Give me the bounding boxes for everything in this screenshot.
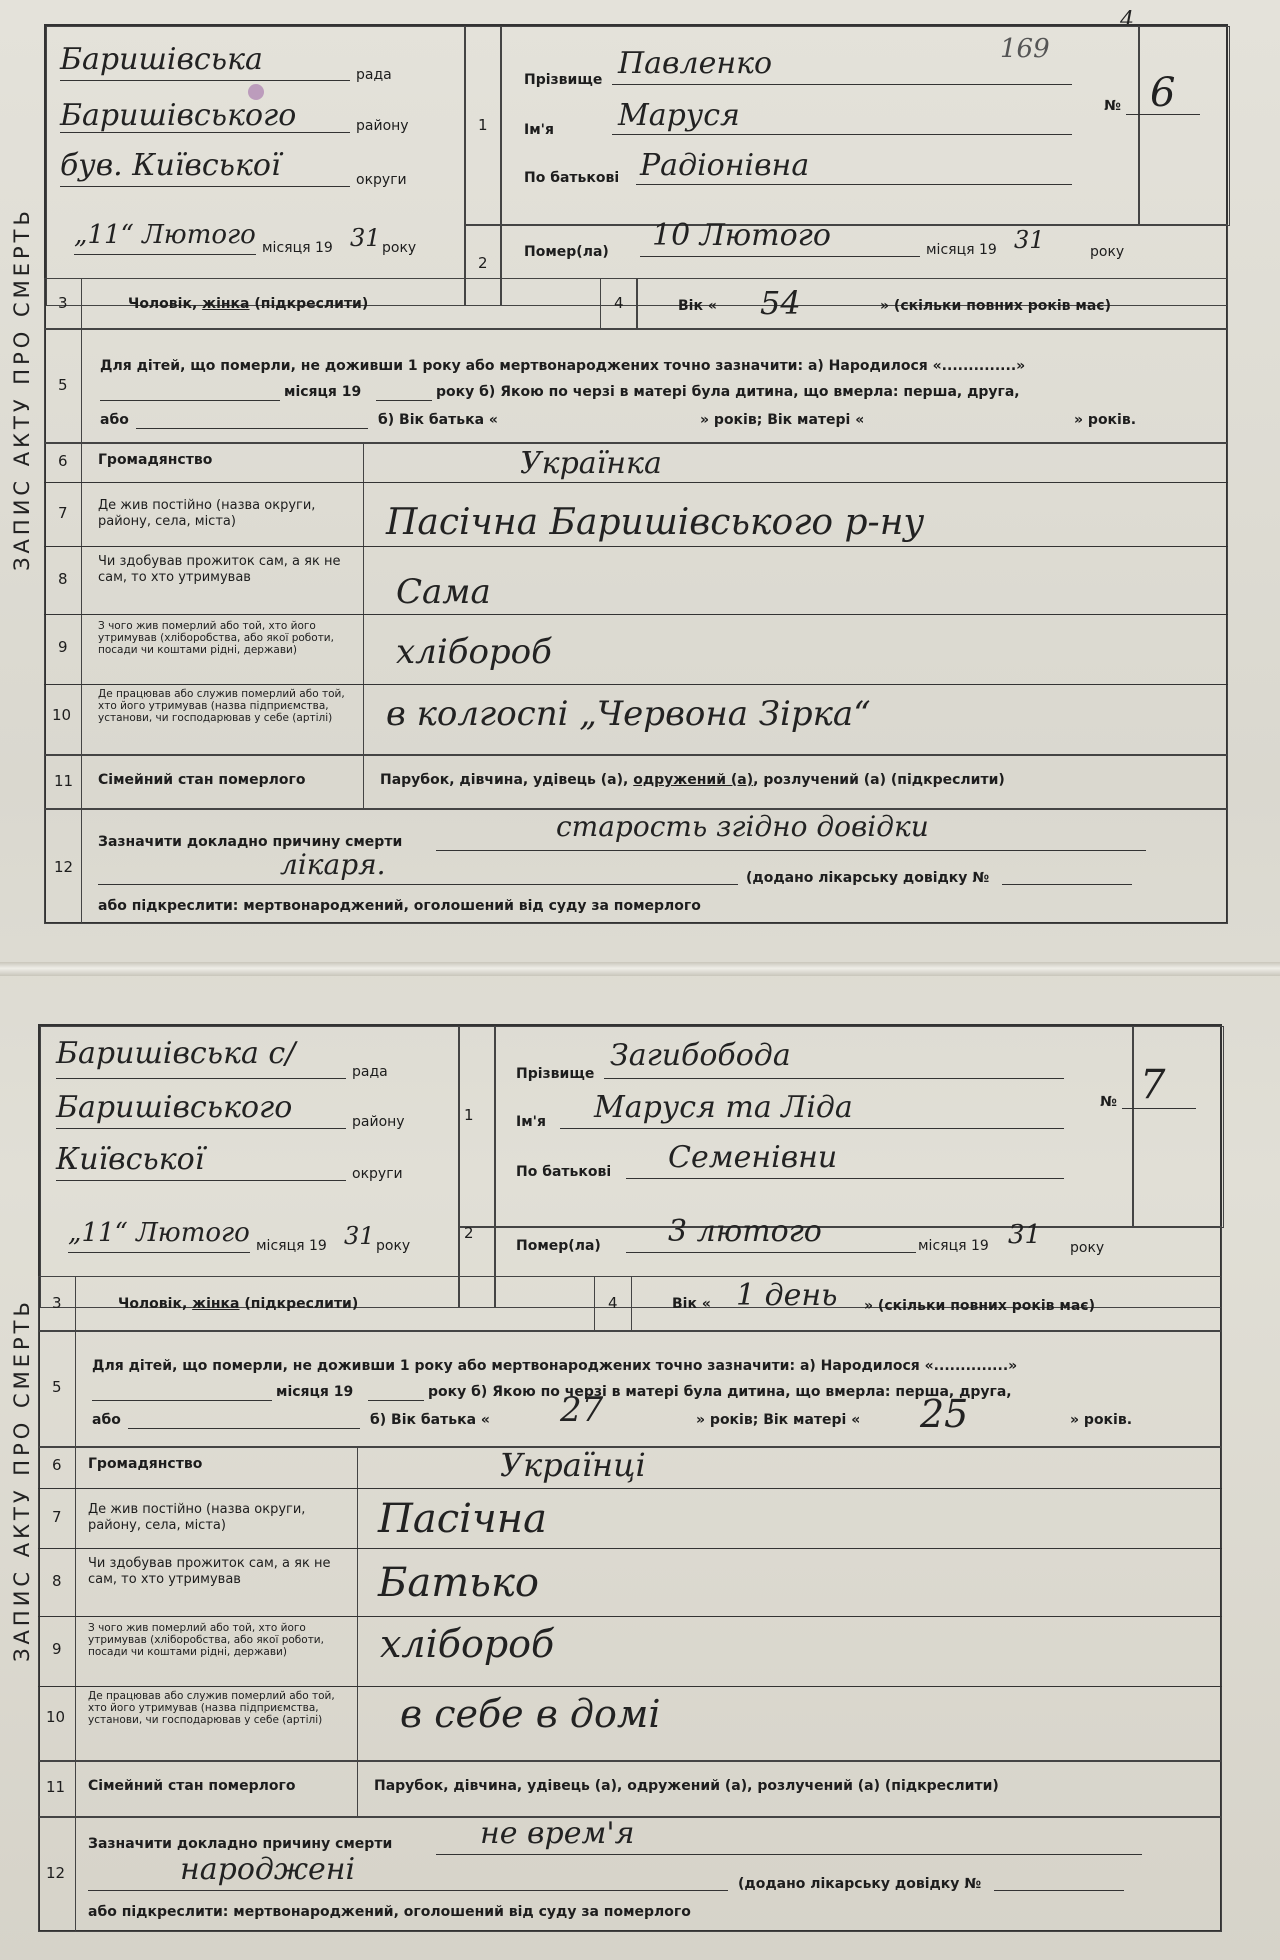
first-name: Маруся та Ліда xyxy=(594,1090,853,1125)
okruha: Київської xyxy=(56,1142,205,1177)
pencil-note: 169 xyxy=(1000,34,1050,64)
page-fold xyxy=(0,962,1280,976)
village: Баришівська xyxy=(60,42,263,77)
surname: Загибобода xyxy=(610,1038,791,1073)
father-age: 27 xyxy=(560,1390,604,1430)
married-underlined: одружений (а) xyxy=(633,772,754,788)
workplace: в колгоспі „Червона Зірка“ xyxy=(386,694,871,734)
death-date: 10 Лютого xyxy=(652,218,831,253)
number-box xyxy=(1138,26,1230,226)
death-date: 3 лютого xyxy=(668,1214,822,1249)
residence: Пасічна Баришівського р-ну xyxy=(386,502,925,543)
district: Баришівського xyxy=(60,98,297,133)
record-6: 1 2 xyxy=(44,24,1228,924)
cause-line-2: лікаря. xyxy=(280,848,386,881)
occupation: хлібороб xyxy=(396,632,552,672)
mother-age: 25 xyxy=(920,1392,969,1436)
sex-female-underlined: жінка xyxy=(202,296,250,312)
support: Батько xyxy=(378,1560,539,1606)
district: Баришівського xyxy=(56,1090,293,1125)
record-number: 7 xyxy=(1140,1062,1166,1108)
reg-date: „11“ Лютого xyxy=(68,1218,250,1248)
citizenship: Українка xyxy=(520,446,662,481)
side-title-2: ЗАПИС АКТУ ПРО СМЕРТЬ xyxy=(10,1298,35,1662)
residence: Пасічна xyxy=(378,1496,548,1542)
record-number: 6 xyxy=(1150,70,1176,116)
side-title-1: ЗАПИС АКТУ ПРО СМЕРТЬ xyxy=(10,207,35,571)
occupation: хлібороб xyxy=(380,1622,555,1666)
reg-date: „11“ Лютого xyxy=(74,220,256,250)
workplace: в себе в домі xyxy=(400,1692,661,1736)
sex-female-underlined: жінка xyxy=(192,1296,240,1312)
support: Сама xyxy=(396,572,491,612)
village: Баришівська с/ xyxy=(56,1036,296,1071)
first-name: Маруся xyxy=(618,98,740,133)
age: 54 xyxy=(760,284,801,322)
okruha: був. Київської xyxy=(60,148,281,183)
surname: Павленко xyxy=(618,46,773,81)
citizenship: Українці xyxy=(500,1446,646,1484)
top-mark: 4 xyxy=(1120,8,1134,33)
cause-line-1: старость згідно довідки xyxy=(556,810,929,843)
patronymic: Семенівни xyxy=(668,1140,838,1175)
age: 1 день xyxy=(736,1278,838,1313)
patronymic: Радіонівна xyxy=(640,148,810,183)
cause-line-1: не врем'я xyxy=(480,1816,635,1851)
cause-line-2: народжені xyxy=(180,1852,356,1887)
